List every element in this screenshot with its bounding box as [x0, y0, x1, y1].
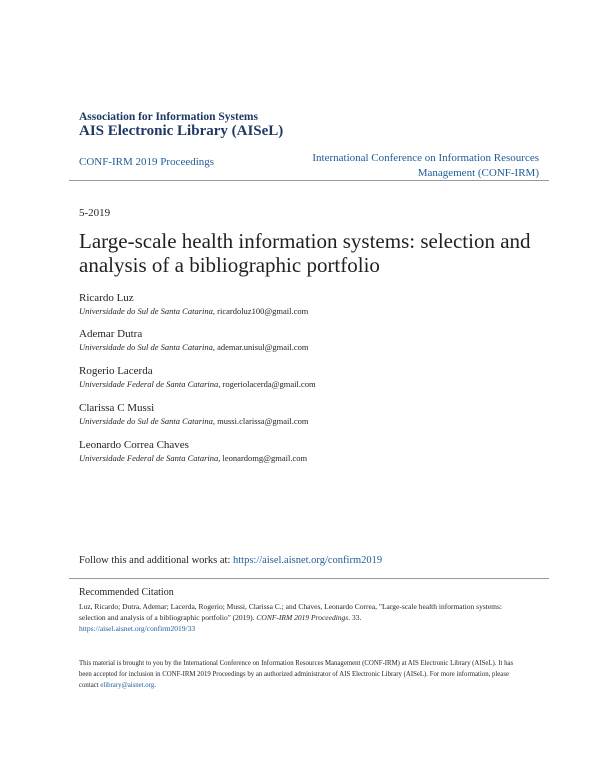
citation-text: [79, 601, 519, 634]
organization-name: Association for Information Systems: [79, 111, 258, 123]
library-name[interactable]: AIS Electronic Library (AISeL): [79, 123, 284, 139]
author-affiliation: [79, 378, 549, 390]
author-name: Clarissa C Mussi: [79, 402, 155, 414]
affiliation-institution: Universidade Federal de Santa Catarina: [79, 379, 219, 389]
author-block: [79, 327, 549, 353]
affiliation-institution: Universidade do Sul de Santa Catarina: [79, 416, 213, 426]
author-name: Leonardo Correa Chaves: [79, 439, 189, 451]
citation-link[interactable]: https://aisel.aisnet.org/confirm2019/33: [79, 624, 196, 633]
author-name: Ricardo Luz: [79, 292, 134, 304]
author-email: , rogeriolacerda@gmail.com: [218, 379, 316, 389]
affiliation-institution: Universidade do Sul de Santa Catarina: [79, 342, 213, 352]
notice-end: .: [154, 682, 156, 689]
follow-link[interactable]: https://aisel.aisnet.org/confirm2019: [233, 555, 383, 566]
citation-venue: CONF-IRM 2019 Proceedings: [256, 613, 349, 622]
author-block: [79, 364, 549, 390]
author-email: , ademar.unisul@gmail.com: [212, 342, 309, 352]
author-block: [79, 401, 549, 427]
proceedings-link[interactable]: CONF-IRM 2019 Proceedings: [79, 156, 215, 168]
conference-link[interactable]: International Conference on Information Resources Management (CONF-IRM): [312, 152, 539, 179]
author-email: , leonardomg@gmail.com: [218, 453, 308, 463]
affiliation-institution: Universidade Federal de Santa Catarina: [79, 453, 219, 463]
author-name: Ademar Dutra: [79, 328, 143, 340]
follow-line: [79, 555, 382, 566]
copyright-notice: [79, 658, 519, 691]
author-email: , ricardoluz100@gmail.com: [212, 306, 309, 316]
paper-date: 5-2019: [79, 207, 111, 219]
author-affiliation: [79, 341, 549, 353]
author-affiliation: [79, 415, 549, 427]
notice-text: This material is brought to you by the International Conference on Information Resources Management (CONF-IRM) at AIS Electronic Library (AISeL). It has been accepted for inclusion in CONF-IRM 2019 Proceedings by an authorized administrator of AIS Electronic Library (AISeL). For more information, please contact: [79, 660, 514, 689]
citation-heading: Recommended Citation: [79, 587, 174, 598]
follow-prefix: Follow this and additional works at:: [79, 555, 233, 566]
citation-body: Luz, Ricardo; Dutra, Ademar; Lacerda, Rogerio; Mussi, Clarissa C.; and Chaves, Leonardo Correa, "Large-scale health information systems: selection and analysis of a bibliographic portfolio" (2019).: [79, 602, 503, 622]
author-affiliation: [79, 452, 549, 464]
author-name: Rogerio Lacerda: [79, 365, 153, 377]
affiliation-institution: Universidade do Sul de Santa Catarina: [79, 306, 213, 316]
citation-suffix: . 33.: [348, 613, 362, 622]
contact-email-link[interactable]: elibrary@aisnet.org: [100, 682, 155, 689]
author-block: [79, 291, 549, 317]
paper-title: Large-scale health information systems: selection and analysis of a bibliographic portfolio: [79, 229, 531, 277]
header-divider: [69, 180, 549, 181]
author-email: , mussi.clarissa@gmail.com: [212, 416, 309, 426]
author-affiliation: [79, 305, 549, 317]
author-block: [79, 438, 549, 464]
footer-divider: [69, 578, 549, 579]
